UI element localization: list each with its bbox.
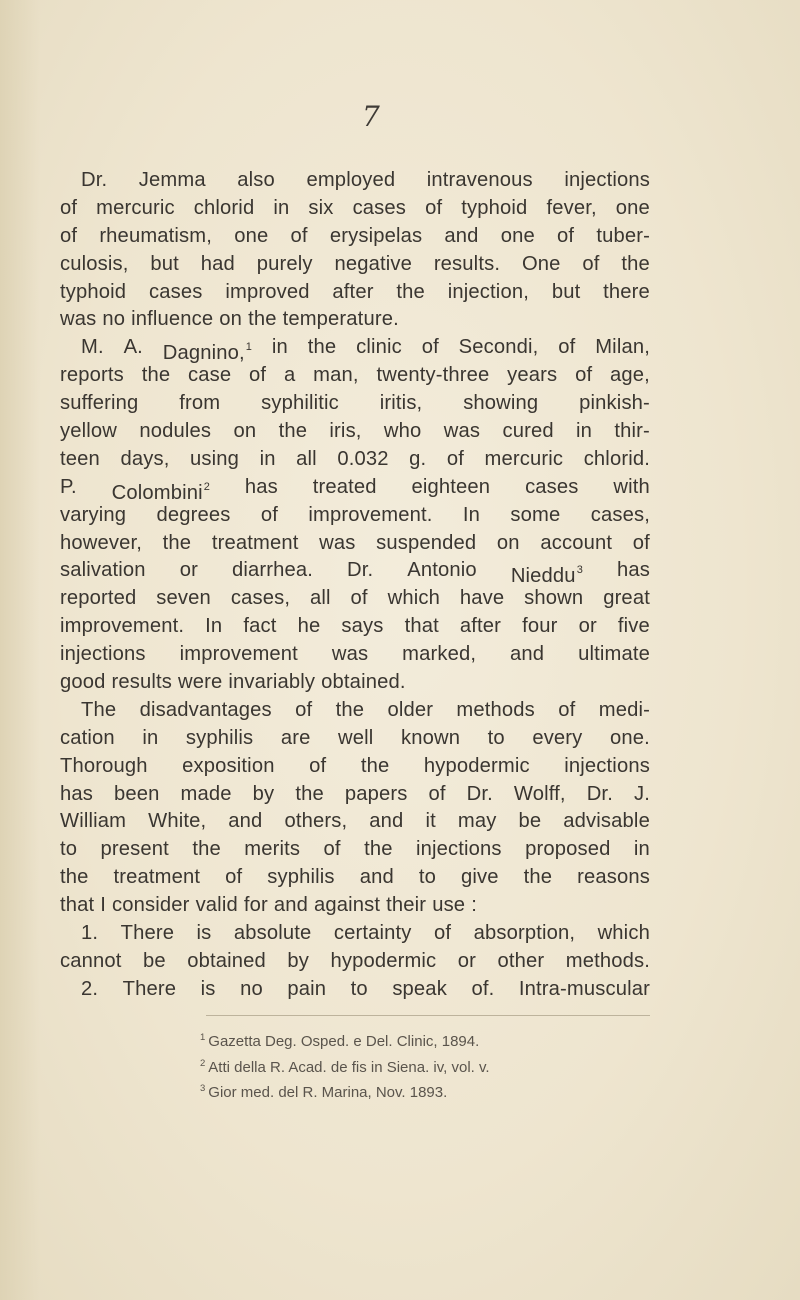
text-line: cannot be obtained by hypodermic or other methods.	[60, 949, 650, 972]
footnote-rule	[206, 1015, 650, 1016]
text-line: The disadvantages of the older methods of medi-	[81, 698, 650, 721]
footnote-reference: 1	[245, 341, 253, 354]
text-line: 2. There is no pain to speak of. Intra-muscular	[81, 977, 650, 1000]
footnote	[200, 1078, 650, 1104]
text-line: culosis, but had purely negative results. One of the	[60, 252, 650, 275]
text-line: good results were invariably obtained.	[60, 671, 406, 694]
text-line: reports the case of a man, twenty-three years of age,	[60, 364, 650, 387]
text-line: Dr. Jemma also employed intravenous injections	[81, 169, 650, 191]
text-line: Thorough exposition of the hypodermic injections	[60, 754, 650, 777]
page-number: 7	[362, 100, 380, 133]
text-line: has been made by the papers of Dr. Wolff, Dr. J.	[60, 782, 650, 805]
footnote-text: Gazetta Deg. Osped. e Del. Clinic, 1894.	[208, 1033, 480, 1050]
footnote-mark: 3	[200, 1083, 206, 1094]
text-line: typhoid cases improved after the injection, but there	[60, 280, 650, 303]
text-line: injections improvement was marked, and ultimate	[60, 643, 650, 666]
footnote	[200, 1027, 650, 1053]
footnote-text: Gior med. del R. Marina, Nov. 1893.	[208, 1084, 448, 1101]
text-line: to present the merits of the injections proposed in	[60, 838, 650, 861]
footnote	[200, 1053, 650, 1079]
footnote-mark: 1	[200, 1032, 206, 1043]
text-line: 1. There is absolute certainty of absorption, which	[81, 922, 650, 945]
text-line: improvement. In fact he says that after four or five	[60, 615, 650, 638]
body-text	[60, 167, 650, 1004]
footnotes	[200, 1027, 650, 1104]
text-line: however, the treatment was suspended on account of	[60, 531, 650, 554]
footnote-reference: 3	[576, 564, 583, 577]
page-edge-shadow	[0, 0, 40, 1300]
text-line: yellow nodules on the iris, who was cured in thir-	[60, 420, 650, 443]
text-line: that I consider valid for and against their use :	[60, 894, 477, 917]
text-line: reported seven cases, all of which have shown great	[60, 587, 650, 610]
text-line: M. A. Dagnino,$^1$ in the clinic of Secondi, of Milan,	[81, 336, 650, 365]
text-line: P. Colombini$^2$ has treated eighteen cases with	[60, 475, 650, 504]
text-line: cation in syphilis are well known to every one.	[60, 726, 650, 749]
text-line: varying degrees of improvement. In some cases,	[60, 503, 650, 526]
text-line: was no influence on the temperature.	[60, 308, 399, 331]
footnote-reference: 2	[203, 480, 211, 493]
text-line: William White, and others, and it may be advisable	[60, 810, 650, 833]
text-line: teen days, using in all 0.032 g. of mercuric chlorid.	[60, 447, 650, 470]
text-line: suffering from syphilitic iritis, showing pinkish-	[60, 392, 650, 415]
text-line: of rheumatism, one of erysipelas and one of tuber-	[60, 224, 650, 247]
text-line: the treatment of syphilis and to give the reasons	[60, 866, 650, 889]
footnote-mark: 2	[200, 1057, 206, 1069]
footnote-text: Atti della R. Acad. de fis in Siena. iv, vol. v.	[208, 1058, 490, 1076]
text-line: salivation or diarrhea. Dr. Antonio Nieddu$^3$ has	[60, 559, 650, 588]
text-line: of mercuric chlorid in six cases of typhoid fever, one	[60, 196, 650, 219]
